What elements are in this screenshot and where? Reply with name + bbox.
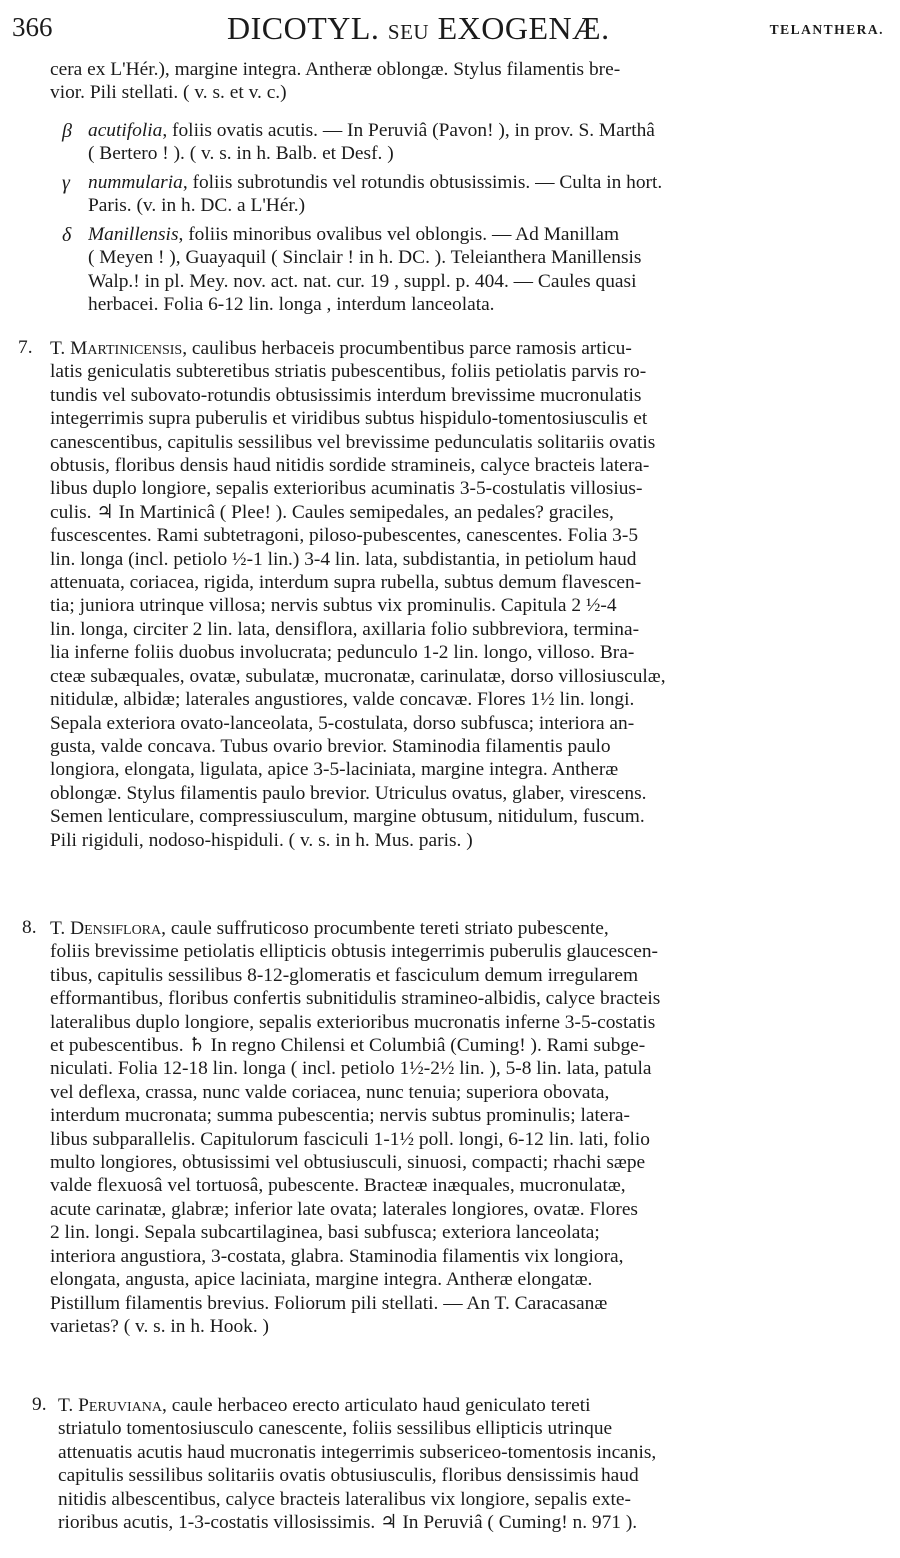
running-title-left: DICOTYL. (227, 10, 380, 46)
species-number: 8. (22, 917, 37, 938)
text-line: canescentibus, capitulis sessilibus vel brevissime pedunculatis solitariis ovatis (50, 431, 656, 453)
text-line: culis. ♃ In Martinicâ ( Plee! ). Caules semipedales, an pedales? graciles, (50, 501, 614, 523)
variety-marker-gamma: γ (62, 172, 70, 194)
text-line: lia inferne foliis duobus involucrata; pedunculo 1-2 lin. longo, villoso. Bra- (50, 642, 635, 664)
text-line: striatulo tomentosiusculo canescente, foliis sessilibus ellipticis utrinque (58, 1418, 613, 1440)
page-number: 366 (12, 12, 53, 42)
text-line: latis geniculatis subteretibus striatis pubescentibus, foliis petiolatis parvis ro- (50, 361, 647, 383)
text-line: et pubescentibus. ♄ In regno Chilensi et Columbiâ (Cuming! ). Rami subge- (50, 1035, 646, 1057)
text-line: lateralibus duplo longiore, sepalis exterioribus mucronatis inferne 3-5-costatis (50, 1011, 656, 1033)
variety-name: acutifolia (88, 120, 163, 141)
species-name: Martinicensis (70, 338, 183, 359)
variety-name: nummularia (88, 172, 183, 193)
species-number: 9. (32, 1394, 47, 1415)
text-line: Sepala exteriora ovato-lanceolata, 5-costulata, dorso subfusca; interiora an- (50, 712, 635, 734)
text-line: capitulis sessilibus solitariis ovatis obtusiusculis, floribus densissimis haud (58, 1465, 639, 1487)
text-line: acute carinatæ, glabræ; inferior late ovata; laterales longiores, ovatæ. Flores (50, 1198, 638, 1220)
text-line: efformantibus, floribus confertis subnitidulis stramineo-albidis, calyce bracteis (50, 988, 661, 1010)
variety-marker-delta: δ (62, 224, 72, 246)
species-entry-peruviana (58, 1394, 880, 1534)
species-name: Peruviana (78, 1395, 163, 1416)
text-line: nitidis albescentibus, calyce bracteis lateralibus vix longiore, sepalis exte- (58, 1488, 631, 1510)
text-line: ( Meyen ! ), Guayaquil ( Sinclair ! in h. DC. ). Teleianthera Manillensis (88, 247, 642, 269)
text-line: attenuatis acutis haud mucronatis integerrimis subsericeo-tomentosis incanis, (58, 1441, 657, 1463)
text-line: valde flexuosâ vel tortuosâ, pubescente. Bracteæ inæquales, mucronulatæ, (50, 1175, 626, 1197)
text-line: lin. longa, circiter 2 lin. lata, densiflora, axillaria folio subbreviora, termina- (50, 618, 640, 640)
text-line: libus duplo longiore, sepalis exterioribus acuminatis 3-5-costulatis villosius- (50, 478, 643, 500)
species-entry-densiflora (50, 917, 880, 1338)
species-name: Densiflora (70, 918, 162, 939)
text-segment: , caulibus herbaceis procumbentibus parce ramosis articu- (182, 338, 632, 359)
genus-abbr: T. (50, 338, 66, 359)
genus-abbr: T. (58, 1395, 74, 1416)
text-line: Pili rigiduli, nodoso-hispiduli. ( v. s. in h. Mus. paris. ) (50, 829, 473, 851)
text-line: Paris. (v. in h. DC. a L'Hér.) (88, 195, 306, 217)
text-line: lin. longa (incl. petiolo ½-1 lin.) 3-4 lin. lata, subdistantia, in petiolum haud (50, 548, 637, 570)
text-line: gusta, valde concava. Tubus ovario brevior. Staminodia filamentis paulo (50, 735, 611, 757)
intro-paragraph (50, 58, 880, 105)
variety-delta (88, 223, 880, 317)
species-number: 7. (18, 337, 33, 358)
species-entry-martinicensis (50, 337, 880, 852)
text-segment: , caule suffruticoso procumbente tereti striato pubescente, (161, 918, 609, 939)
text-line: foliis brevissime petiolatis ellipticis obtusis integerrimis puberulis glaucescen- (50, 941, 658, 963)
text-line: tibus, capitulis sessilibus 8-12-glomeratis et fasciculum demum irregularem (50, 964, 639, 986)
variety-name: Manillensis (88, 224, 179, 245)
text-line: integerrimis supra puberulis et viridibus subtus hispidulo-tomentosiusculis et (50, 408, 648, 430)
text-line: ( Bertero ! ). ( v. s. in h. Balb. et Desf. ) (88, 143, 394, 165)
running-title-mid: SEU (387, 20, 430, 44)
text-line: attenuata, coriacea, rigida, interdum supra rubella, subtus demum flavescen- (50, 572, 642, 594)
variety-gamma (88, 171, 880, 218)
text-segment: , foliis ovatis acutis. — In Peruviâ (Pavon! ), in prov. S. Marthâ (162, 120, 655, 141)
text-line: oblongæ. Stylus filamentis paulo brevior. Utriculus ovatus, glaber, virescens. (50, 782, 647, 804)
text-line: longiora, elongata, ligulata, apice 3-5-laciniata, margine integra. Antheræ (50, 759, 619, 781)
text-segment: , foliis minoribus ovalibus vel oblongis. — Ad Manillam (178, 224, 620, 245)
page-header (12, 10, 884, 50)
text-line: Pistillum filamentis brevius. Foliorum pili stellati. — An T. Caracasanæ (50, 1292, 608, 1314)
text-line: rioribus acutis, 1-3-costatis villosissimis. ♃ In Peruviâ ( Cuming! n. 971 ). (58, 1512, 638, 1534)
text-line: niculati. Folia 12-18 lin. longa ( incl. petiolo 1½-2½ lin. ), 5-8 lin. lata, patula (50, 1058, 652, 1080)
text-segment: , caule herbaceo erecto articulato haud geniculato tereti (162, 1395, 591, 1416)
text-line: Semen lenticulare, compressiusculum, margine obtusum, nitidulum, fuscum. (50, 806, 645, 828)
genus-abbr: T. (50, 918, 66, 939)
text-line: libus subparallelis. Capitulorum fasciculi 1-1½ poll. longi, 6-12 lin. lati, folio (50, 1128, 650, 1150)
text-line: varietas? ( v. s. in h. Hook. ) (50, 1315, 269, 1337)
text-line: tundis vel subovato-rotundis obtusissimis interdum brevissime mucronulatis (50, 384, 642, 406)
text-line: multo longiores, obtusissimi vel obtusiusculi, sinuosi, compacti; rhachi sæpe (50, 1152, 646, 1174)
text-line: vel deflexa, crassa, nunc valde coriacea, nunc tenuia; superiora obovata, (50, 1081, 610, 1103)
text-line: Walp.! in pl. Mey. nov. act. nat. cur. 19 , suppl. p. 404. — Caules quasi (88, 270, 637, 292)
text-line: fuscescentes. Rami subtetragoni, piloso-pubescentes, canescentes. Folia 3-5 (50, 525, 639, 547)
text-line: tia; juniora utrinque villosa; nervis subtus vix prominulis. Capitula 2 ½-4 (50, 595, 617, 617)
text-line: 2 lin. longi. Sepala subcartilaginea, basi subfusca; exteriora lanceolata; (50, 1222, 600, 1244)
text-line: vior. Pili stellati. ( v. s. et v. c.) (50, 82, 287, 104)
text-line: cera ex L'Hér.), margine integra. Antheræ oblongæ. Stylus filamentis bre- (50, 59, 621, 80)
variety-beta (88, 119, 880, 166)
text-line: elongata, angusta, apice laciniata, margine integra. Antheræ elongatæ. (50, 1269, 593, 1291)
running-title-right: EXOGENÆ. (437, 10, 610, 46)
text-line: interdum mucronata; summa pubescentia; nervis subtus prominulis; latera- (50, 1105, 630, 1127)
running-genus: TELANTHERA. (769, 22, 884, 37)
text-line: interiora angustiora, 3-costata, glabra. Staminodia filamentis vix longiora, (50, 1245, 624, 1267)
variety-marker-beta: β (62, 120, 72, 142)
text-segment: , foliis subrotundis vel rotundis obtusissimis. — Culta in hort. (182, 172, 663, 193)
text-line: obtusis, floribus densis haud nitidis sordide stramineis, calyce bracteis latera- (50, 455, 650, 477)
running-title (227, 10, 610, 47)
text-line: herbacei. Folia 6-12 lin. longa , interdum lanceolata. (88, 294, 495, 316)
text-line: nitidulæ, albidæ; laterales angustiores, valde concavæ. Flores 1½ lin. longi. (50, 689, 635, 711)
text-line: cteæ subæquales, ovatæ, subulatæ, mucronatæ, carinulatæ, dorso villosiusculæ, (50, 665, 666, 687)
